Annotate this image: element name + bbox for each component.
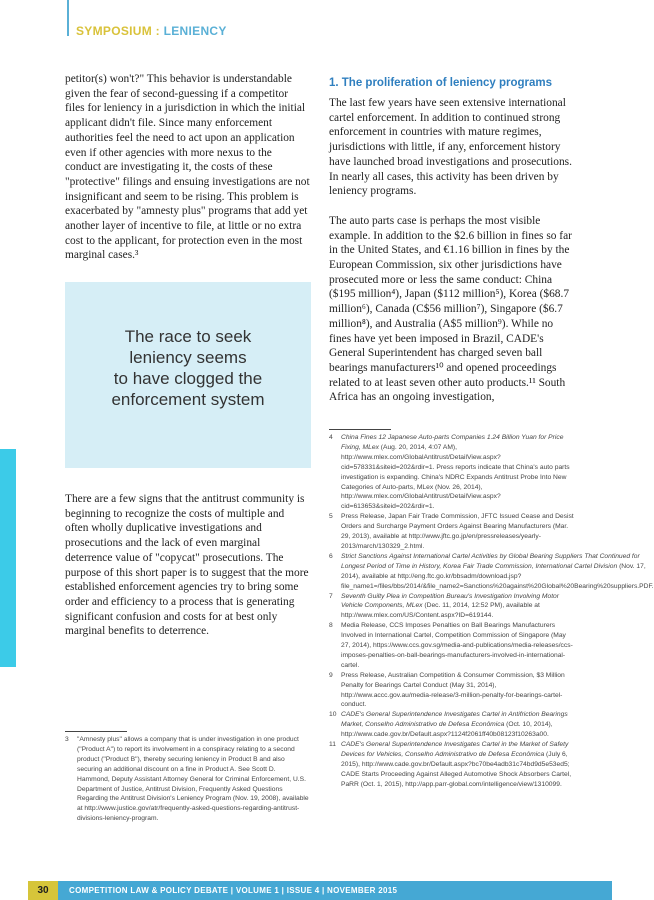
section-heading: 1. The proliferation of leniency programs — [329, 77, 553, 89]
footnote-body: Press Release, Japan Fair Trade Commission, JFTC Issued Cease and Desist Orders and Surcharge Payment Orders Against Bearing Manufacturers (Mar. 29, 2013), available at http://www.jftc.go.jp/en/pressreleases/yearly-2013/march/130329_2.html. — [341, 513, 574, 550]
footnote-number: 11 — [329, 741, 336, 749]
footnote-body: (Nov. 17, 2014), available at http://eng.ftc.go.kr/bbsadm/download.jsp?file_name1=/files/bbs/2014/&file_name2=Sanctions%20against%20Global%20Bearing%20suppliers.PDF. — [341, 562, 654, 590]
footnote-number: 5 — [329, 513, 333, 521]
footnote-body: Press Release, Australian Competition & Consumer Commission, $3 Million Penalty for Bearings Cartel Conduct (May 31, 2014), http://www.accc.gov.au/media-release/3-million-penalty-for-bearings-cartel-conduct. — [341, 671, 565, 709]
footnote-title: CADE's General Superintendence Investigates Cartel in Antifriction Bearings Market, Conselho Administrativo de Defesa Econômica — [341, 711, 568, 729]
footnote-text — [341, 552, 654, 592]
section-header — [76, 24, 227, 38]
footnote-number: 8 — [329, 622, 333, 630]
footnote-text — [77, 735, 310, 824]
footnote-title: Seventh Guilty Plea in Competition Bureau's Investigation Involving Motor Vehicle Components, MLex — [341, 592, 559, 610]
footnote-number: 4 — [329, 434, 333, 441]
footnotes-left — [65, 735, 310, 824]
header-leniency: LENIENCY — [163, 24, 227, 38]
footnote — [329, 433, 575, 512]
pull-quote-text — [65, 326, 311, 410]
footnote-text — [341, 740, 575, 790]
footnote-body: (July 6, 2015), http://www.cade.gov.br/Default.aspx?bc70be4adb31c74bd9d5e53ed5; CADE Starts Proceeding Against Alleged Automotive Shock Absorbers Cartel, PaRR (Oct. 1, 2015), http://app.parr-global.com/intelligence/view/1310099. — [341, 751, 572, 788]
footnote — [329, 710, 575, 740]
body-paragraph: The auto parts case is perhaps the most visible example. In addition to the $2.6 billion in fines so far in the United States, and €1.16 billion in fines by the European Commission, six other jurisdictions have prosecuted more or less the same conduct: China ($195 million⁴), Japan ($112 million⁵), Korea ($68.7 million⁶), Canada (C$56 million⁷), Singapore ($6.7 million⁸), and Australia (A$5 million⁹). While no fines have yet been imposed in Brazil, CADE's General Superintendent has charged seven ball bearings manufacturers¹⁰ and opened proceedings related to at least seven other auto products.¹¹ South Africa has an ongoing investigation, — [329, 214, 572, 404]
footnote-number: 6 — [329, 552, 333, 560]
pull-quote-line: The race to seek — [124, 327, 252, 346]
footnote-body: Media Release, CCS Imposes Penalties on Ball Bearings Manufacturers Involved in International Cartel, Competition Commission of Singapore (May 27, 2014), https://www.ccs.gov.sg/media-and-publications/media-releases/ccs-imposes-penalties-on-ball-bearings-manufacturers-involved-in-international-cartel. — [341, 622, 573, 669]
footnotes-right — [329, 433, 654, 790]
footnote-title: CADE's General Superintendence Investigates Cartel in the Market of Safety Devices for Vehicles, Conselho Administrativo de Defesa Econômica — [341, 741, 569, 758]
footnote — [329, 592, 575, 622]
pull-quote-line: to have clogged the — [113, 369, 263, 388]
footnote — [329, 552, 654, 592]
footnote-body: (Oct. 10, 2014), http://www.cade.gov.br/Default.aspx?1124f2061ff40b08123f10263a00. — [341, 721, 553, 739]
footnote-title: China Fines 12 Japanese Auto-parts Companies 1.24 Billion Yuan for Price Fixing, MLex — [341, 434, 564, 451]
pull-quote-line: enforcement system — [111, 390, 265, 409]
footnote-text — [341, 621, 575, 671]
footnote-text — [341, 512, 575, 552]
footnote-number: 3 — [65, 736, 69, 743]
footnote-text — [341, 592, 575, 622]
footnote-number: 9 — [329, 671, 333, 679]
footnote-rule-left — [65, 731, 127, 732]
footnote-body: (Dec. 11, 2014, 12:52 PM), available at http://www.mlex.com/US/Content.aspx?ID=619144. — [341, 602, 540, 620]
header-symposium: SYMPOSIUM : — [76, 24, 164, 38]
header-rule — [67, 0, 69, 36]
footnote-body: (Aug. 20, 2014, 4:07 AM), http://www.mlex.com/GlobalAntitrust/DetailView.aspx?cid=578331&siteid=202&rdir=1. Press reports indicate that China's auto parts investigation is expanding. China's NDRC Expands Antitrust Probe Into New Categories of Auto-parts, MLex (Nov. 26, 2014), http://www.mlex.com/GlobalAntitrust/DetailView.aspx?cid=613653&siteid=202&rdir=1. — [341, 443, 570, 511]
footnote — [329, 740, 575, 790]
right-column — [329, 77, 575, 405]
page-number: 30 — [28, 881, 58, 900]
right-column-para1 — [329, 96, 575, 199]
side-accent-bar — [0, 449, 16, 667]
pull-quote — [65, 282, 311, 468]
footer-publication: COMPETITION LAW & POLICY DEBATE | VOLUME 1 | ISSUE 4 | NOVEMBER 2015 — [69, 886, 398, 895]
footnote-number: 7 — [329, 592, 333, 600]
footnote-number: 10 — [329, 711, 337, 719]
footnote-text — [341, 671, 575, 711]
body-paragraph: The last few years have seen extensive international cartel enforcement. In addition to continued strong enforcement in countries with mature regimes, jurisdictions with little, if any, enforcement history have launched broad investigations and prosecutions. In nearly all cases, this activity has been driven by leniency programs. — [329, 97, 572, 198]
left-column-para2 — [65, 492, 310, 639]
body-paragraph: There are a few signs that the antitrust community is beginning to recognize the costs of multiple and often wholly duplicative investigations and prosecutions and the lack of even marginal deterrence value of "copycat" prosecutions. The purpose of this short paper is to suggest that the more established enforcement agencies try to bring some order and efficiency to a process that is generating significant confusion and costs for at best only marginal benefits to deterrence. — [65, 493, 309, 638]
footnote — [329, 671, 575, 711]
left-column-para1 — [65, 72, 310, 263]
footnote-body: "Amnesty plus" allows a company that is under investigation in one product ("Product A") to report its involvement in a conspiracy relating to a second product ("Product B"), thereby securing leniency in Product B and also securing an additional discount on a fine in Product A. See Scott D. Hammond, Deputy Assistant Attorney General for Criminal Enforcement, U.S. Department of Justice, Antitrust Division, Frequently Asked Questions Regarding the Antitrust Division's Leniency Program (Nov. 19, 2008), available at http://www.justice.gov/atr/frequently-asked-questions-regarding-antitrust-divisions-leniency-program. — [77, 736, 309, 823]
page-footer — [28, 881, 612, 900]
footnote — [329, 512, 575, 552]
footnote — [65, 735, 310, 824]
pull-quote-line: leniency seems — [129, 348, 247, 367]
body-paragraph: petitor(s) won't?" This behavior is understandable given the fear of second-guessing if a competitor files for leniency in a jurisdiction in which the initial applicant didn't file. Since many enforcement authorities feel the need to act upon an application even if other agencies with more nexus to the conduct are investigating it, the costs of these "protective" filings and ensuing investigations are not insignificant and seem to be rising. This problem is exacerbated by "amnesty plus" programs that add yet another layer of incentive to file, at little or no extra cost to the applicant, for protection even in the most marginal cases.³ — [65, 73, 310, 262]
footnote-text — [341, 710, 575, 740]
footnote — [329, 621, 575, 671]
footnote-text — [341, 433, 575, 512]
footnote-title: Strict Sanctions Against International Cartel Activities by Global Bearing Suppliers That Continued for Longest Period of Time in History, Korea Fair Trade Commission, International Cartel Division — [341, 552, 640, 570]
footnote-rule-right — [329, 429, 391, 430]
right-column-para2 — [329, 214, 575, 405]
